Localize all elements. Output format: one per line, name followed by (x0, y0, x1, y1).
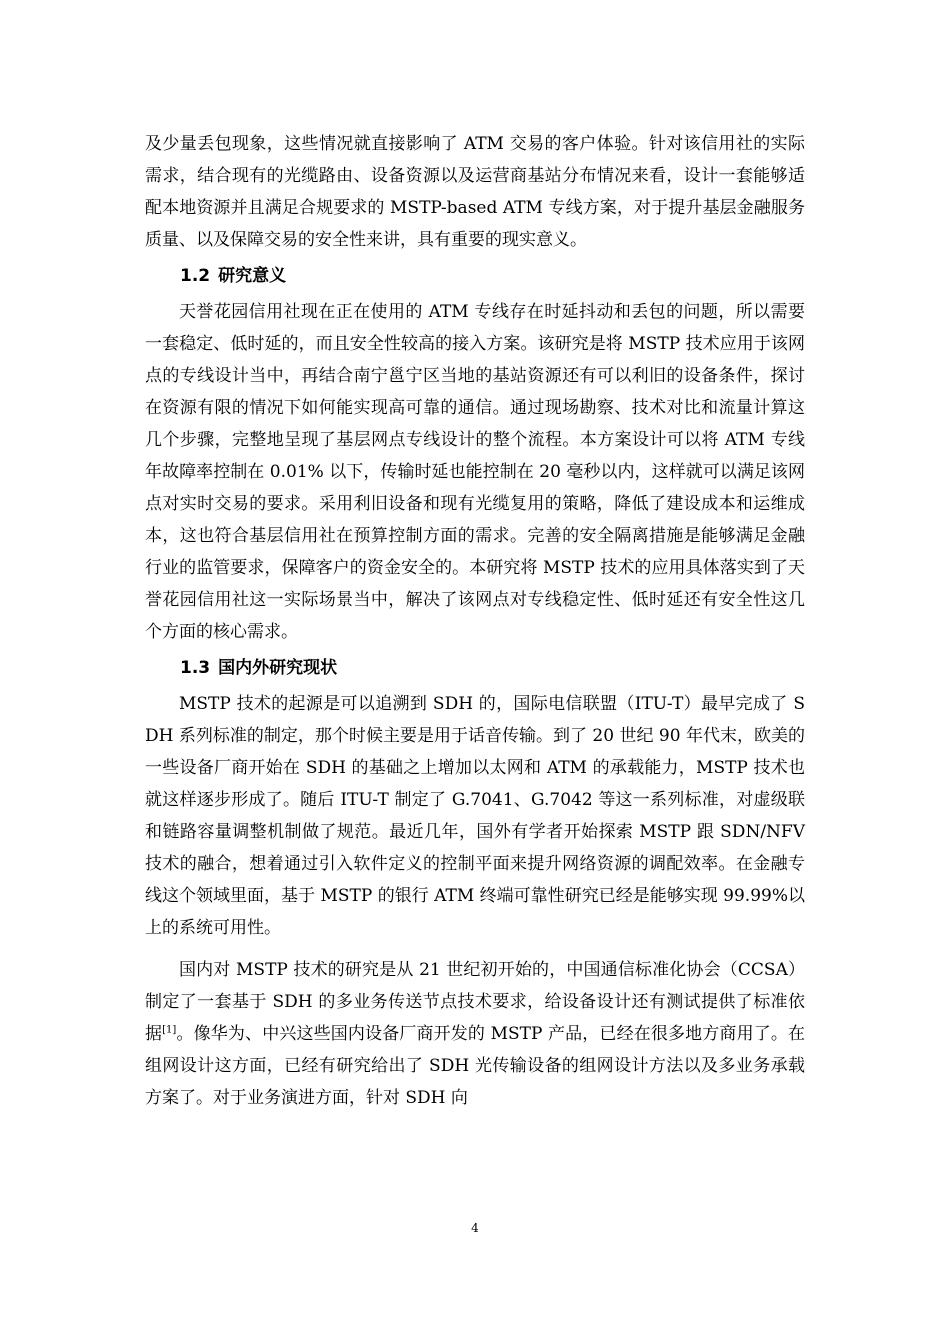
section-title: 国内外研究现状 (218, 658, 338, 678)
paragraph-text: 国内对 MSTP 技术的研究是从 21 世纪初开始的，中国通信标准化协会（CCSA）制定了一套基于 SDH 的多业务传送节点技术要求，给设备设计还有测试提供了标准依据 (145, 960, 805, 1044)
paragraph-text: 。像华为、中兴这些国内设备厂商开发的 MSTP 产品，已经在很多地方商用了。在组网设计这方面，已经有研究给出了 SDH 光传输设备的组网设计方法以及多业务承载方案了。对于业务演进方面，针对 SDH 向 (145, 1024, 806, 1108)
paragraph-intro-continuation: 及少量丢包现象，这些情况就直接影响了 ATM 交易的客户体验。针对该信用社的实际需求，结合现有的光缆路由、设备资源以及运营商基站分布情况来看，设计一套能够适配本地资源并且满足合规要求的 MSTP-based ATM 专线方案，对于提升基层金融服务质量、以及保障交易的安全性来讲，具有重要的现实意义。 (145, 134, 805, 250)
page-number: 4 (471, 1221, 479, 1235)
citation-reference[interactable]: [1] (162, 1024, 177, 1036)
section-number: 1.3 (180, 658, 211, 678)
section-heading-1-2 (145, 260, 805, 292)
paragraph-domestic-research (145, 954, 805, 1114)
paragraph-foreign-research: MSTP 技术的起源是可以追溯到 SDH 的，国际电信联盟（ITU-T）最早完成了 SDH 系列标准的制定，那个时候主要是用于话音传输。到了 20 世纪 90 年代末，欧美的一些设备厂商开始在 SDH 的基础之上增加以太网和 ATM 的承载能力，MSTP 技术也就这样逐步形成了。随后 ITU-T 制定了 G.7041、G.7042 等这一系列标准，对虚级联和链路容量调整机制做了规范。最近几年，国外有学者开始探索 MSTP 跟 SDN/NFV 技术的融合，想着通过引入软件定义的控制平面来提升网络资源的调配效率。在金融专线这个领域里面，基于 MSTP 的银行 ATM 终端可靠性研究已经是能够实现 99.99%以上的系统可用性。 (145, 694, 805, 938)
page-content (145, 128, 805, 1114)
section-heading-1-3 (145, 652, 805, 684)
section-number: 1.2 (180, 266, 211, 286)
section-title: 研究意义 (218, 266, 287, 286)
paragraph-research-significance: 天誉花园信用社现在正在使用的 ATM 专线存在时延抖动和丢包的问题，所以需要一套稳定、低时延的，而且安全性较高的接入方案。该研究是将 MSTP 技术应用于该网点的专线设计当中，再结合南宁邕宁区当地的基站资源还有可以利旧的设备条件，探讨在资源有限的情况下如何能实现高可靠的通信。通过现场勘察、技术对比和流量计算这几个步骤，完整地呈现了基层网点专线设计的整个流程。本方案设计可以将 ATM 专线年故障率控制在 0.01% 以下，传输时延也能控制在 20 毫秒以内，这样就可以满足该网点对实时交易的要求。采用利旧设备和现有光缆复用的策略，降低了建设成本和运维成本，这也符合基层信用社在预算控制方面的需求。完善的安全隔离措施是能够满足金融行业的监管要求，保障客户的资金安全的。本研究将 MSTP 技术的应用具体落实到了天誉花园信用社这一实际场景当中，解决了该网点对专线稳定性、低时延还有安全性这几个方面的核心需求。 (145, 302, 805, 642)
